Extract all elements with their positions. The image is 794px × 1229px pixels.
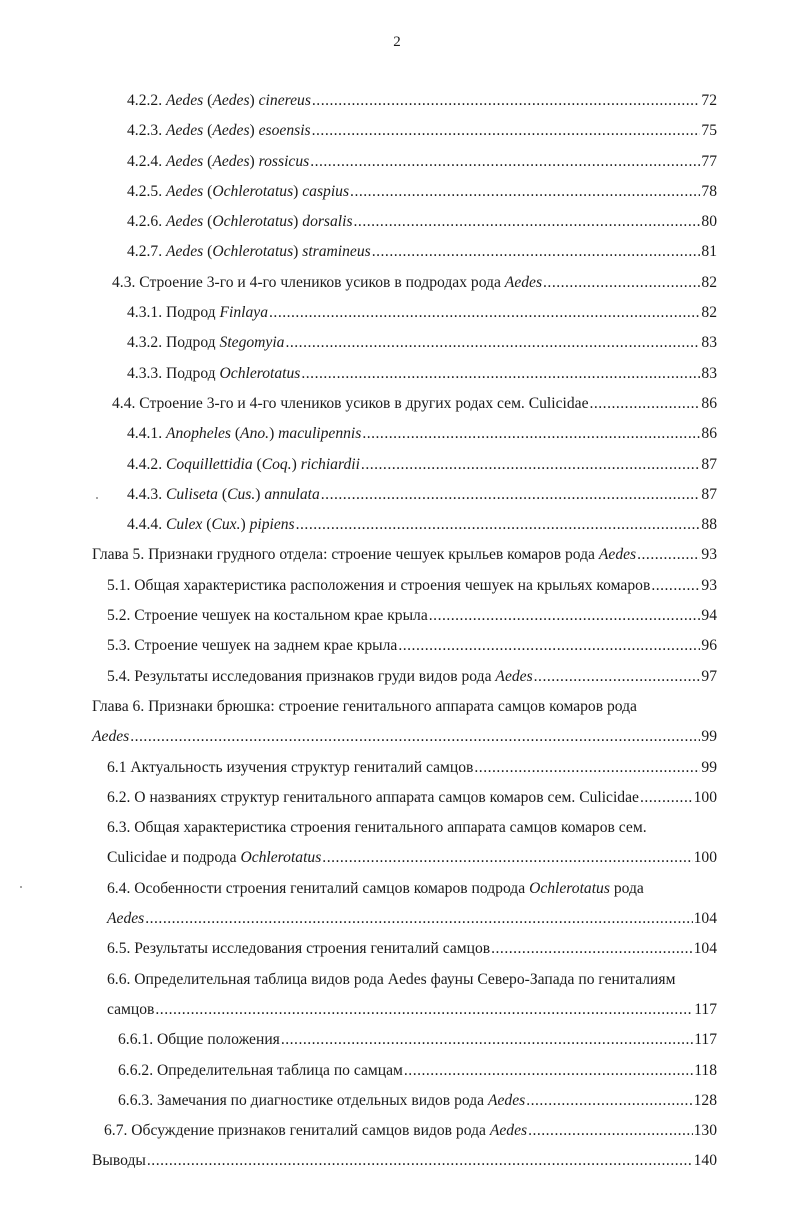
entry-text-part: 4.4.1. xyxy=(127,425,166,443)
toc-entry-level-3[interactable] xyxy=(0,510,794,540)
toc-entry-level-2[interactable] xyxy=(0,874,794,935)
toc-page-number: 72 xyxy=(701,92,717,109)
italic-taxon: Ochlerotatus xyxy=(529,879,610,897)
toc-entry-title xyxy=(118,1086,525,1116)
toc-page-number: 86 xyxy=(701,425,717,443)
italic-taxon: Aedes xyxy=(212,122,250,140)
entry-text-part: 6.6. Определительная таблица видов рода Aedes фауны Северо-Запада по гениталиям xyxy=(107,970,676,988)
toc-entry-title xyxy=(92,722,129,752)
toc-entry-title xyxy=(127,298,268,328)
entry-text-part: ) xyxy=(269,425,279,443)
dot-leader xyxy=(312,116,701,146)
italic-taxon: Cus. xyxy=(227,485,256,503)
toc-entry-title xyxy=(107,995,154,1025)
dot-leader xyxy=(285,328,700,358)
toc-entry-title xyxy=(107,753,473,783)
toc-entry-level-2[interactable] xyxy=(0,1116,794,1146)
entry-text-part: ) xyxy=(249,122,259,140)
dot-leader xyxy=(637,540,700,570)
toc-entry-level-3[interactable] xyxy=(0,1025,794,1055)
dot-leader xyxy=(534,662,701,692)
toc-page-number: 104 xyxy=(693,910,717,928)
toc-entry-title xyxy=(107,783,639,813)
dot-leader xyxy=(281,1025,693,1055)
dot-leader xyxy=(528,1116,693,1146)
entry-text-part: ) xyxy=(255,485,265,503)
entry-text-part: рода xyxy=(609,879,644,897)
italic-taxon: Coq. xyxy=(261,455,292,473)
entry-text-part: ( xyxy=(202,516,212,534)
toc-entry-level-2[interactable] xyxy=(0,934,794,964)
dot-leader xyxy=(404,1056,693,1086)
toc-page-number: 82 xyxy=(701,304,717,322)
toc-entry-title xyxy=(92,540,636,570)
toc-entry-level-3[interactable] xyxy=(0,359,794,389)
italic-taxon: Aedes xyxy=(165,182,204,200)
entry-text-part: 6.4. Особенности строения гениталий самцов комаров подрода xyxy=(107,879,530,897)
toc-entry-level-1[interactable] xyxy=(0,540,794,570)
italic-taxon: stramineus xyxy=(302,243,371,261)
toc-page-number: 104 xyxy=(693,940,717,958)
entry-text-part: 5.1. Общая характеристика расположения и строения чешуек на крыльях комаров xyxy=(107,576,651,594)
toc-entry-level-3[interactable] xyxy=(0,1056,794,1086)
italic-taxon: annulata xyxy=(264,485,320,503)
dot-leader xyxy=(651,571,700,601)
entry-text-part: ( xyxy=(203,182,213,200)
toc-page-number: 94 xyxy=(701,607,717,625)
toc-page-number: 97 xyxy=(701,667,717,685)
entry-text-part: 4.3.1. Подрод xyxy=(127,304,220,322)
toc-entry-level-2[interactable] xyxy=(0,571,794,601)
toc-entry-title xyxy=(107,601,428,631)
entry-text-part: ( xyxy=(203,122,213,140)
scan-speck xyxy=(96,497,98,499)
italic-taxon: rossicus xyxy=(258,152,310,170)
entry-text-part: 6.7. Обсуждение признаков гениталий самцов видов рода xyxy=(104,1122,490,1140)
italic-taxon: Culex xyxy=(165,516,203,534)
dot-leader xyxy=(147,1146,693,1176)
dot-leader xyxy=(491,934,692,964)
entry-text-part: самцов xyxy=(107,1000,155,1018)
toc-entry-title xyxy=(107,843,321,873)
toc-entry-level-3[interactable] xyxy=(0,86,794,116)
toc-page-number: 83 xyxy=(701,334,717,352)
italic-taxon: Aedes xyxy=(489,1122,528,1140)
toc-entry-level-3[interactable] xyxy=(0,237,794,267)
dot-leader xyxy=(543,268,700,298)
dot-leader xyxy=(269,298,700,328)
italic-taxon: Ochlerotatus xyxy=(240,849,322,867)
toc-entry-title xyxy=(127,116,311,146)
entry-text-part: 4.3.3. Подрод xyxy=(127,364,220,382)
italic-taxon: Aedes xyxy=(165,122,204,140)
toc-entry-level-3[interactable] xyxy=(0,480,794,510)
italic-taxon: Aedes xyxy=(598,546,637,564)
dot-leader xyxy=(398,631,700,661)
toc-entry-level-3[interactable] xyxy=(0,177,794,207)
toc-entry-title xyxy=(127,359,300,389)
dot-leader xyxy=(296,510,701,540)
toc-entry-level-1[interactable] xyxy=(0,692,794,753)
entry-text-part: 4.4.2. xyxy=(127,455,166,473)
entry-text-part: ( xyxy=(252,455,262,473)
entry-text-part: ) xyxy=(293,182,303,200)
dot-leader xyxy=(372,237,701,267)
toc-page-number: 78 xyxy=(701,182,717,200)
toc-entry-level-2[interactable] xyxy=(0,813,794,874)
entry-text-part: ( xyxy=(217,485,228,503)
toc-entry-level-3[interactable] xyxy=(0,328,794,358)
toc-page-number: 87 xyxy=(701,455,717,473)
toc-entry-title xyxy=(127,207,353,237)
toc-entry-first-line xyxy=(107,874,794,904)
toc-entry-title xyxy=(107,631,397,661)
italic-taxon: Ano. xyxy=(240,425,270,443)
toc-entry-title xyxy=(118,1025,280,1055)
italic-taxon: maculipennis xyxy=(278,425,362,443)
entry-text-part: 4.2.4. xyxy=(127,152,166,170)
italic-taxon: Finlaya xyxy=(219,304,269,322)
toc-entry-level-2[interactable] xyxy=(0,783,794,813)
toc-page-number: 93 xyxy=(701,576,717,594)
toc-entry-level-1[interactable] xyxy=(0,1146,794,1176)
entry-text-part: ) xyxy=(291,455,301,473)
toc-entry-title xyxy=(112,268,542,298)
entry-text-part: 4.2.3. xyxy=(127,122,166,140)
italic-taxon: Cux. xyxy=(211,516,241,534)
italic-taxon: cinereus xyxy=(258,92,311,109)
dot-leader xyxy=(321,480,701,510)
dot-leader xyxy=(526,1086,692,1116)
toc-page-number: 100 xyxy=(693,788,717,806)
toc-page-number: 130 xyxy=(693,1122,717,1140)
dot-leader xyxy=(155,995,693,1025)
italic-taxon: Anopheles xyxy=(165,425,231,443)
entry-text-part: 6.6.3. Замечания по диагностике отдельных видов рода xyxy=(118,1091,488,1109)
toc-page-number: 81 xyxy=(701,243,717,261)
toc-page-number: 88 xyxy=(701,516,717,534)
dot-leader xyxy=(350,177,700,207)
italic-taxon: esoensis xyxy=(258,122,311,140)
italic-taxon: Aedes xyxy=(212,92,250,109)
dot-leader xyxy=(354,207,701,237)
toc-page-number: 99 xyxy=(701,728,717,746)
toc-entry-level-2[interactable] xyxy=(0,631,794,661)
toc-page-number: 128 xyxy=(693,1091,717,1109)
toc-page-number: 117 xyxy=(694,1031,717,1049)
entry-text-part: 6.2. О названиях структур генитального аппарата самцов комаров сем. Culicidae xyxy=(107,788,639,806)
italic-taxon: Ochlerotatus xyxy=(212,243,294,261)
toc-entry-title xyxy=(127,86,311,116)
dot-leader xyxy=(322,843,692,873)
entry-text-part: 5.2. Строение чешуек на костальном крае крыла xyxy=(107,607,428,625)
italic-taxon: Aedes xyxy=(165,243,204,261)
toc-entry-title xyxy=(127,147,309,177)
toc-entry-title xyxy=(118,1056,403,1086)
entry-text-part: ( xyxy=(203,92,213,109)
entry-text-part: 4.3. Строение 3-го и 4-го члеников усиков в подродах рода xyxy=(112,273,505,291)
entry-text-part: 5.4. Результаты исследования признаков груди видов рода xyxy=(107,667,496,685)
entry-text-part: ( xyxy=(203,243,213,261)
toc-entry-title xyxy=(107,571,650,601)
toc-entry-level-3[interactable] xyxy=(0,450,794,480)
toc-entry-level-2[interactable] xyxy=(0,965,794,1026)
toc-entry-title xyxy=(127,237,371,267)
entry-text-part: 4.4.3. xyxy=(127,485,166,503)
italic-taxon: dorsalis xyxy=(302,213,353,231)
toc-entry-level-2[interactable] xyxy=(0,601,794,631)
dot-leader xyxy=(145,904,692,934)
dot-leader xyxy=(429,601,701,631)
entry-text-part: ) xyxy=(249,92,259,109)
italic-taxon: caspius xyxy=(302,182,350,200)
italic-taxon: Aedes xyxy=(504,273,543,291)
italic-taxon: Aedes xyxy=(92,728,130,746)
toc-entry-level-3[interactable] xyxy=(0,116,794,146)
toc-entry-title xyxy=(127,450,360,480)
dot-leader xyxy=(474,753,700,783)
entry-text-part: 4.2.6. xyxy=(127,213,166,231)
dot-leader xyxy=(362,419,700,449)
toc-page-number: 80 xyxy=(701,213,717,231)
page-number: 2 xyxy=(393,34,401,50)
italic-taxon: Ochlerotatus xyxy=(212,213,294,231)
italic-taxon: Aedes xyxy=(487,1091,526,1109)
toc-page-number: 75 xyxy=(701,122,717,140)
toc-entry-level-2[interactable] xyxy=(0,268,794,298)
toc-entry-title xyxy=(104,1116,527,1146)
toc-entry-level-2[interactable] xyxy=(0,389,794,419)
italic-taxon: Culiseta xyxy=(165,485,218,503)
toc-page-number: 99 xyxy=(701,758,717,776)
entry-text-part: ) xyxy=(240,516,250,534)
entry-text-part: 6.1 Актуальность изучения структур гениталий самцов xyxy=(107,758,474,776)
italic-taxon: Aedes xyxy=(212,152,250,170)
entry-text-part: Culicidae и подрода xyxy=(107,849,241,867)
entry-text-part: ( xyxy=(203,152,213,170)
toc-entry-title xyxy=(127,328,284,358)
toc-entry-level-3[interactable] xyxy=(0,147,794,177)
toc-entry-first-line xyxy=(107,965,794,995)
toc-entry-title xyxy=(107,934,490,964)
toc-page-number: 100 xyxy=(693,849,717,867)
toc-page-number: 96 xyxy=(701,637,717,655)
entry-text-part: 4.2.5. xyxy=(127,182,166,200)
toc-entry-title xyxy=(107,662,533,692)
toc-entry-title xyxy=(107,904,144,934)
toc-page-number: 83 xyxy=(701,364,717,382)
italic-taxon: Stegomyia xyxy=(219,334,285,352)
toc-page-number: 77 xyxy=(701,152,717,170)
toc-entry-level-3[interactable] xyxy=(0,298,794,328)
entry-text-part: ) xyxy=(249,152,259,170)
toc-entry-level-3[interactable] xyxy=(0,1086,794,1116)
dot-leader xyxy=(361,450,700,480)
entry-text-part: 6.6.1. Общие положения xyxy=(118,1031,280,1049)
toc-entry-first-line xyxy=(92,692,794,722)
entry-text-part: 6.6.2. Определительная таблица по самцам xyxy=(118,1061,403,1079)
dot-leader xyxy=(312,86,701,116)
toc-entry-first-line xyxy=(107,813,794,843)
dot-leader xyxy=(589,389,700,419)
toc-page-number: 93 xyxy=(701,546,717,564)
entry-text-part: Глава 5. Признаки грудного отдела: строение чешуек крыльев комаров рода xyxy=(92,546,599,564)
toc-page-number: 117 xyxy=(694,1000,717,1018)
dot-leader xyxy=(130,722,700,752)
entry-text-part: 6.5. Результаты исследования строения гениталий самцов xyxy=(107,940,491,958)
toc-page-number: 82 xyxy=(701,273,717,291)
toc-entry-level-3[interactable] xyxy=(0,207,794,237)
entry-text-part: ) xyxy=(293,213,303,231)
italic-taxon: Ochlerotatus xyxy=(212,182,294,200)
toc-entry-title xyxy=(92,1146,146,1176)
entry-text-part: 4.2.2. xyxy=(127,92,166,109)
entry-text-part: ( xyxy=(230,425,241,443)
toc-entry-level-3[interactable] xyxy=(0,419,794,449)
toc-page-number: 140 xyxy=(693,1152,717,1170)
toc-entry-title xyxy=(127,419,361,449)
entry-text-part: ) xyxy=(293,243,303,261)
entry-text-part: 4.4. Строение 3-го и 4-го члеников усиков в других родах сем. Culicidae xyxy=(112,394,589,412)
italic-taxon: richiardii xyxy=(300,455,360,473)
entry-text-part: 5.3. Строение чешуек на заднем крае крыла xyxy=(107,637,398,655)
italic-taxon: pipiens xyxy=(249,516,295,534)
toc-page-number: 87 xyxy=(701,485,717,503)
dot-leader xyxy=(310,147,700,177)
italic-taxon: Aedes xyxy=(165,152,204,170)
toc-entry-level-2[interactable] xyxy=(0,662,794,692)
italic-taxon: Ochlerotatus xyxy=(219,364,301,382)
scan-speck xyxy=(20,886,22,888)
table-of-contents xyxy=(0,86,794,1177)
italic-taxon: Aedes xyxy=(165,213,204,231)
toc-page-number: 118 xyxy=(694,1061,717,1079)
toc-entry-title xyxy=(112,389,588,419)
entry-text-part: 4.4.4. xyxy=(127,516,166,534)
entry-text-part: ( xyxy=(203,213,213,231)
toc-entry-level-2[interactable] xyxy=(0,753,794,783)
entry-text-part: 6.3. Общая характеристика строения генитального аппарата самцов комаров сем. xyxy=(107,819,647,837)
toc-entry-title xyxy=(127,177,349,207)
toc-entry-title xyxy=(127,480,320,510)
toc-entry-title xyxy=(127,510,295,540)
italic-taxon: Coquillettidia xyxy=(165,455,253,473)
toc-page-number: 86 xyxy=(701,394,717,412)
dot-leader xyxy=(301,359,700,389)
italic-taxon: Aedes xyxy=(495,667,533,685)
entry-text-part: 4.3.2. Подрод xyxy=(127,334,220,352)
dot-leader xyxy=(640,783,693,813)
entry-text-part: Выводы xyxy=(92,1152,146,1170)
italic-taxon: Aedes xyxy=(107,910,145,928)
italic-taxon: Aedes xyxy=(165,92,204,109)
entry-text-part: 4.2.7. xyxy=(127,243,166,261)
entry-text-part: Глава 6. Признаки брюшка: строение генитального аппарата самцов комаров рода xyxy=(92,697,637,715)
